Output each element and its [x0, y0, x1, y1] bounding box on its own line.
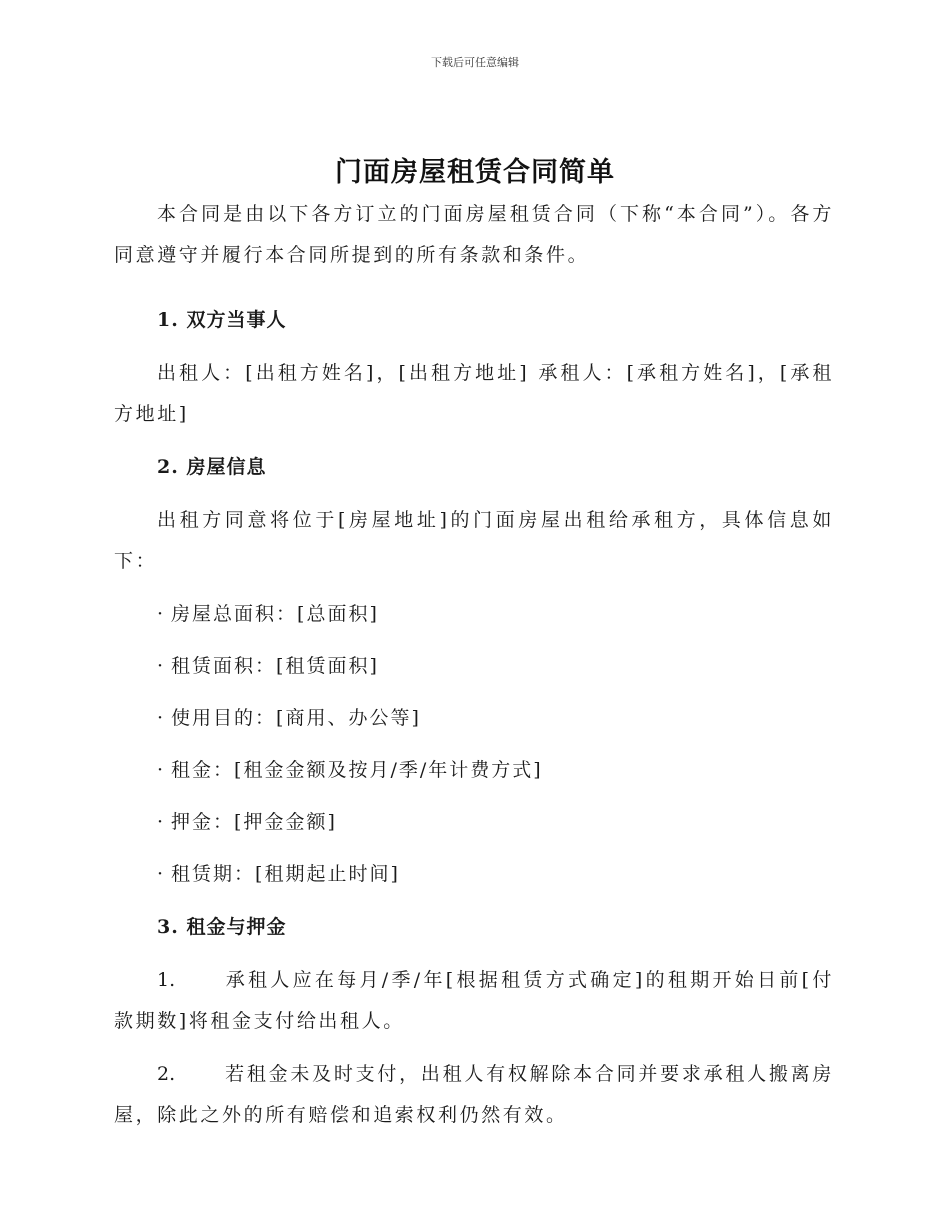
- list-item: [157, 698, 834, 739]
- item-number: 2.: [157, 1063, 176, 1085]
- list-item-text: 房屋总面积：[总面积]: [171, 603, 379, 625]
- list-item-text: 押金：[押金金额]: [171, 811, 337, 833]
- list-item: [157, 854, 834, 895]
- bullet-dot: ·: [157, 707, 166, 729]
- numbered-item: [114, 1054, 834, 1136]
- property-paragraph: 出租方同意将位于[房屋地址]的门面房屋出租给承租方，具体信息如下：: [114, 509, 834, 572]
- item-text: 承租人应在每月/季/年[根据租赁方式确定]的租期开始日前[付款期数]将租金支付给出租人。: [114, 969, 834, 1032]
- list-item-text: 租赁期：[租期起止时间]: [171, 863, 400, 885]
- bullet-dot: ·: [157, 655, 166, 677]
- list-item: [157, 802, 834, 843]
- document-body: [114, 194, 834, 1136]
- item-number: 1.: [157, 969, 176, 991]
- list-item: [157, 594, 834, 635]
- bullet-dot: ·: [157, 811, 166, 833]
- header-note: 下载后可任意编辑: [431, 56, 519, 69]
- bullet-dot: ·: [157, 863, 166, 885]
- list-item: [157, 750, 834, 791]
- list-item-text: 租金：[租金金额及按月/季/年计费方式]: [171, 759, 543, 781]
- item-text: 若租金未及时支付，出租人有权解除本合同并要求承租人搬离房屋，除此之外的所有赔偿和追索权利仍然有效。: [114, 1063, 834, 1126]
- list-item-text: 租赁面积：[租赁面积]: [171, 655, 379, 677]
- section-heading-property: 2. 房屋信息: [157, 456, 267, 478]
- numbered-item: [114, 960, 834, 1042]
- bullet-dot: ·: [157, 759, 166, 781]
- list-item: [157, 646, 834, 687]
- document-title: 门面房屋租赁合同简单: [335, 157, 615, 188]
- intro-paragraph: 本合同是由以下各方订立的门面房屋租赁合同（下称“本合同”）。各方同意遵守并履行本合同所提到的所有条款和条件。: [114, 203, 834, 266]
- section-heading-rent: 3. 租金与押金: [157, 916, 287, 938]
- section-heading-parties: 1. 双方当事人: [157, 309, 287, 331]
- bullet-dot: ·: [157, 603, 166, 625]
- list-item-text: 使用目的：[商用、办公等]: [171, 707, 421, 729]
- parties-paragraph: 出租人：[出租方姓名]，[出租方地址] 承租人：[承租方姓名]，[承租方地址]: [114, 362, 834, 425]
